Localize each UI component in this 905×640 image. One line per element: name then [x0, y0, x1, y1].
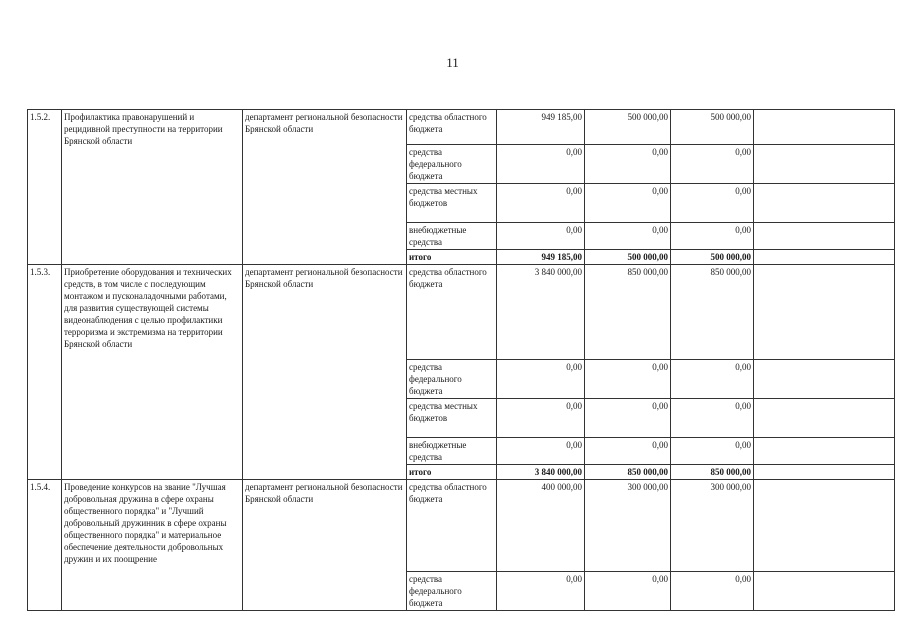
table-row — [28, 265, 895, 360]
funding-source-cell: средства местных бюджетов — [407, 399, 497, 438]
item-name-cell: Проведение конкурсов на звание "Лучшая добровольная дружина в сфере охраны общественного порядка" и "Лучший добровольный дружинник в сфере охраны общественного порядка" и материальное обеспечение деятельности добровольных дружин и их поощрение — [62, 480, 243, 611]
table-row — [28, 110, 895, 145]
amount-cell: 0,00 — [497, 572, 585, 611]
amount-cell: 0,00 — [497, 399, 585, 438]
item-code-cell: 1.5.4. — [28, 480, 62, 611]
table-row — [28, 480, 895, 572]
amount-cell: 0,00 — [585, 399, 671, 438]
funding-source-cell: средства областного бюджета — [407, 480, 497, 572]
empty-cell — [754, 360, 895, 399]
amount-cell: 0,00 — [497, 145, 585, 184]
table-body — [28, 110, 895, 611]
amount-cell: 0,00 — [585, 438, 671, 465]
empty-cell — [754, 399, 895, 438]
amount-cell: 0,00 — [585, 184, 671, 223]
item-code-cell: 1.5.3. — [28, 265, 62, 480]
amount-cell: 0,00 — [585, 572, 671, 611]
amount-cell: 0,00 — [671, 438, 754, 465]
amount-cell: 400 000,00 — [497, 480, 585, 572]
empty-cell — [754, 250, 895, 265]
amount-cell: 850 000,00 — [671, 465, 754, 480]
amount-cell: 949 185,00 — [497, 110, 585, 145]
item-name-cell: Профилактика правонарушений и рецидивной преступности на территории Брянской области — [62, 110, 243, 265]
funding-source-cell: внебюджетные средства — [407, 223, 497, 250]
page-number: 11 — [446, 55, 459, 70]
empty-cell — [754, 465, 895, 480]
empty-cell — [754, 572, 895, 611]
amount-cell: 0,00 — [671, 145, 754, 184]
executor-cell: департамент региональной безопасности Брянской области — [243, 110, 407, 265]
funding-source-cell: средства областного бюджета — [407, 110, 497, 145]
amount-cell: 0,00 — [671, 184, 754, 223]
amount-cell: 850 000,00 — [671, 265, 754, 360]
executor-cell: департамент региональной безопасности Брянской области — [243, 480, 407, 611]
amount-cell: 850 000,00 — [585, 265, 671, 360]
funding-source-cell: средства федерального бюджета — [407, 360, 497, 399]
amount-cell: 0,00 — [671, 572, 754, 611]
amount-cell: 850 000,00 — [585, 465, 671, 480]
empty-cell — [754, 145, 895, 184]
amount-cell: 0,00 — [671, 360, 754, 399]
funding-source-cell: средства местных бюджетов — [407, 184, 497, 223]
amount-cell: 0,00 — [585, 360, 671, 399]
amount-cell: 0,00 — [497, 223, 585, 250]
budget-table — [27, 109, 895, 611]
amount-cell: 0,00 — [497, 438, 585, 465]
amount-cell: 0,00 — [671, 399, 754, 438]
empty-cell — [754, 480, 895, 572]
amount-cell: 500 000,00 — [671, 250, 754, 265]
amount-cell: 0,00 — [585, 223, 671, 250]
empty-cell — [754, 438, 895, 465]
empty-cell — [754, 110, 895, 145]
funding-source-cell: средства областного бюджета — [407, 265, 497, 360]
empty-cell — [754, 223, 895, 250]
item-code-cell: 1.5.2. — [28, 110, 62, 265]
amount-cell: 0,00 — [671, 223, 754, 250]
amount-cell: 300 000,00 — [585, 480, 671, 572]
amount-cell: 500 000,00 — [585, 110, 671, 145]
amount-cell: 500 000,00 — [585, 250, 671, 265]
amount-cell: 949 185,00 — [497, 250, 585, 265]
amount-cell: 500 000,00 — [671, 110, 754, 145]
amount-cell: 3 840 000,00 — [497, 265, 585, 360]
amount-cell: 0,00 — [497, 360, 585, 399]
amount-cell: 300 000,00 — [671, 480, 754, 572]
item-name-cell: Приобретение оборудования и технических средств, в том числе с последующим монтажом и пусконаладочными работами, для развития существующей системы видеонаблюдения с целью профилактики терроризма и экстремизма на территории Брянской области — [62, 265, 243, 480]
funding-source-cell: средства федерального бюджета — [407, 145, 497, 184]
empty-cell — [754, 184, 895, 223]
funding-source-cell: средства федерального бюджета — [407, 572, 497, 611]
amount-cell: 3 840 000,00 — [497, 465, 585, 480]
funding-source-cell: итого — [407, 465, 497, 480]
funding-source-cell: итого — [407, 250, 497, 265]
amount-cell: 0,00 — [585, 145, 671, 184]
funding-source-cell: внебюджетные средства — [407, 438, 497, 465]
amount-cell: 0,00 — [497, 184, 585, 223]
executor-cell: департамент региональной безопасности Брянской области — [243, 265, 407, 480]
empty-cell — [754, 265, 895, 360]
